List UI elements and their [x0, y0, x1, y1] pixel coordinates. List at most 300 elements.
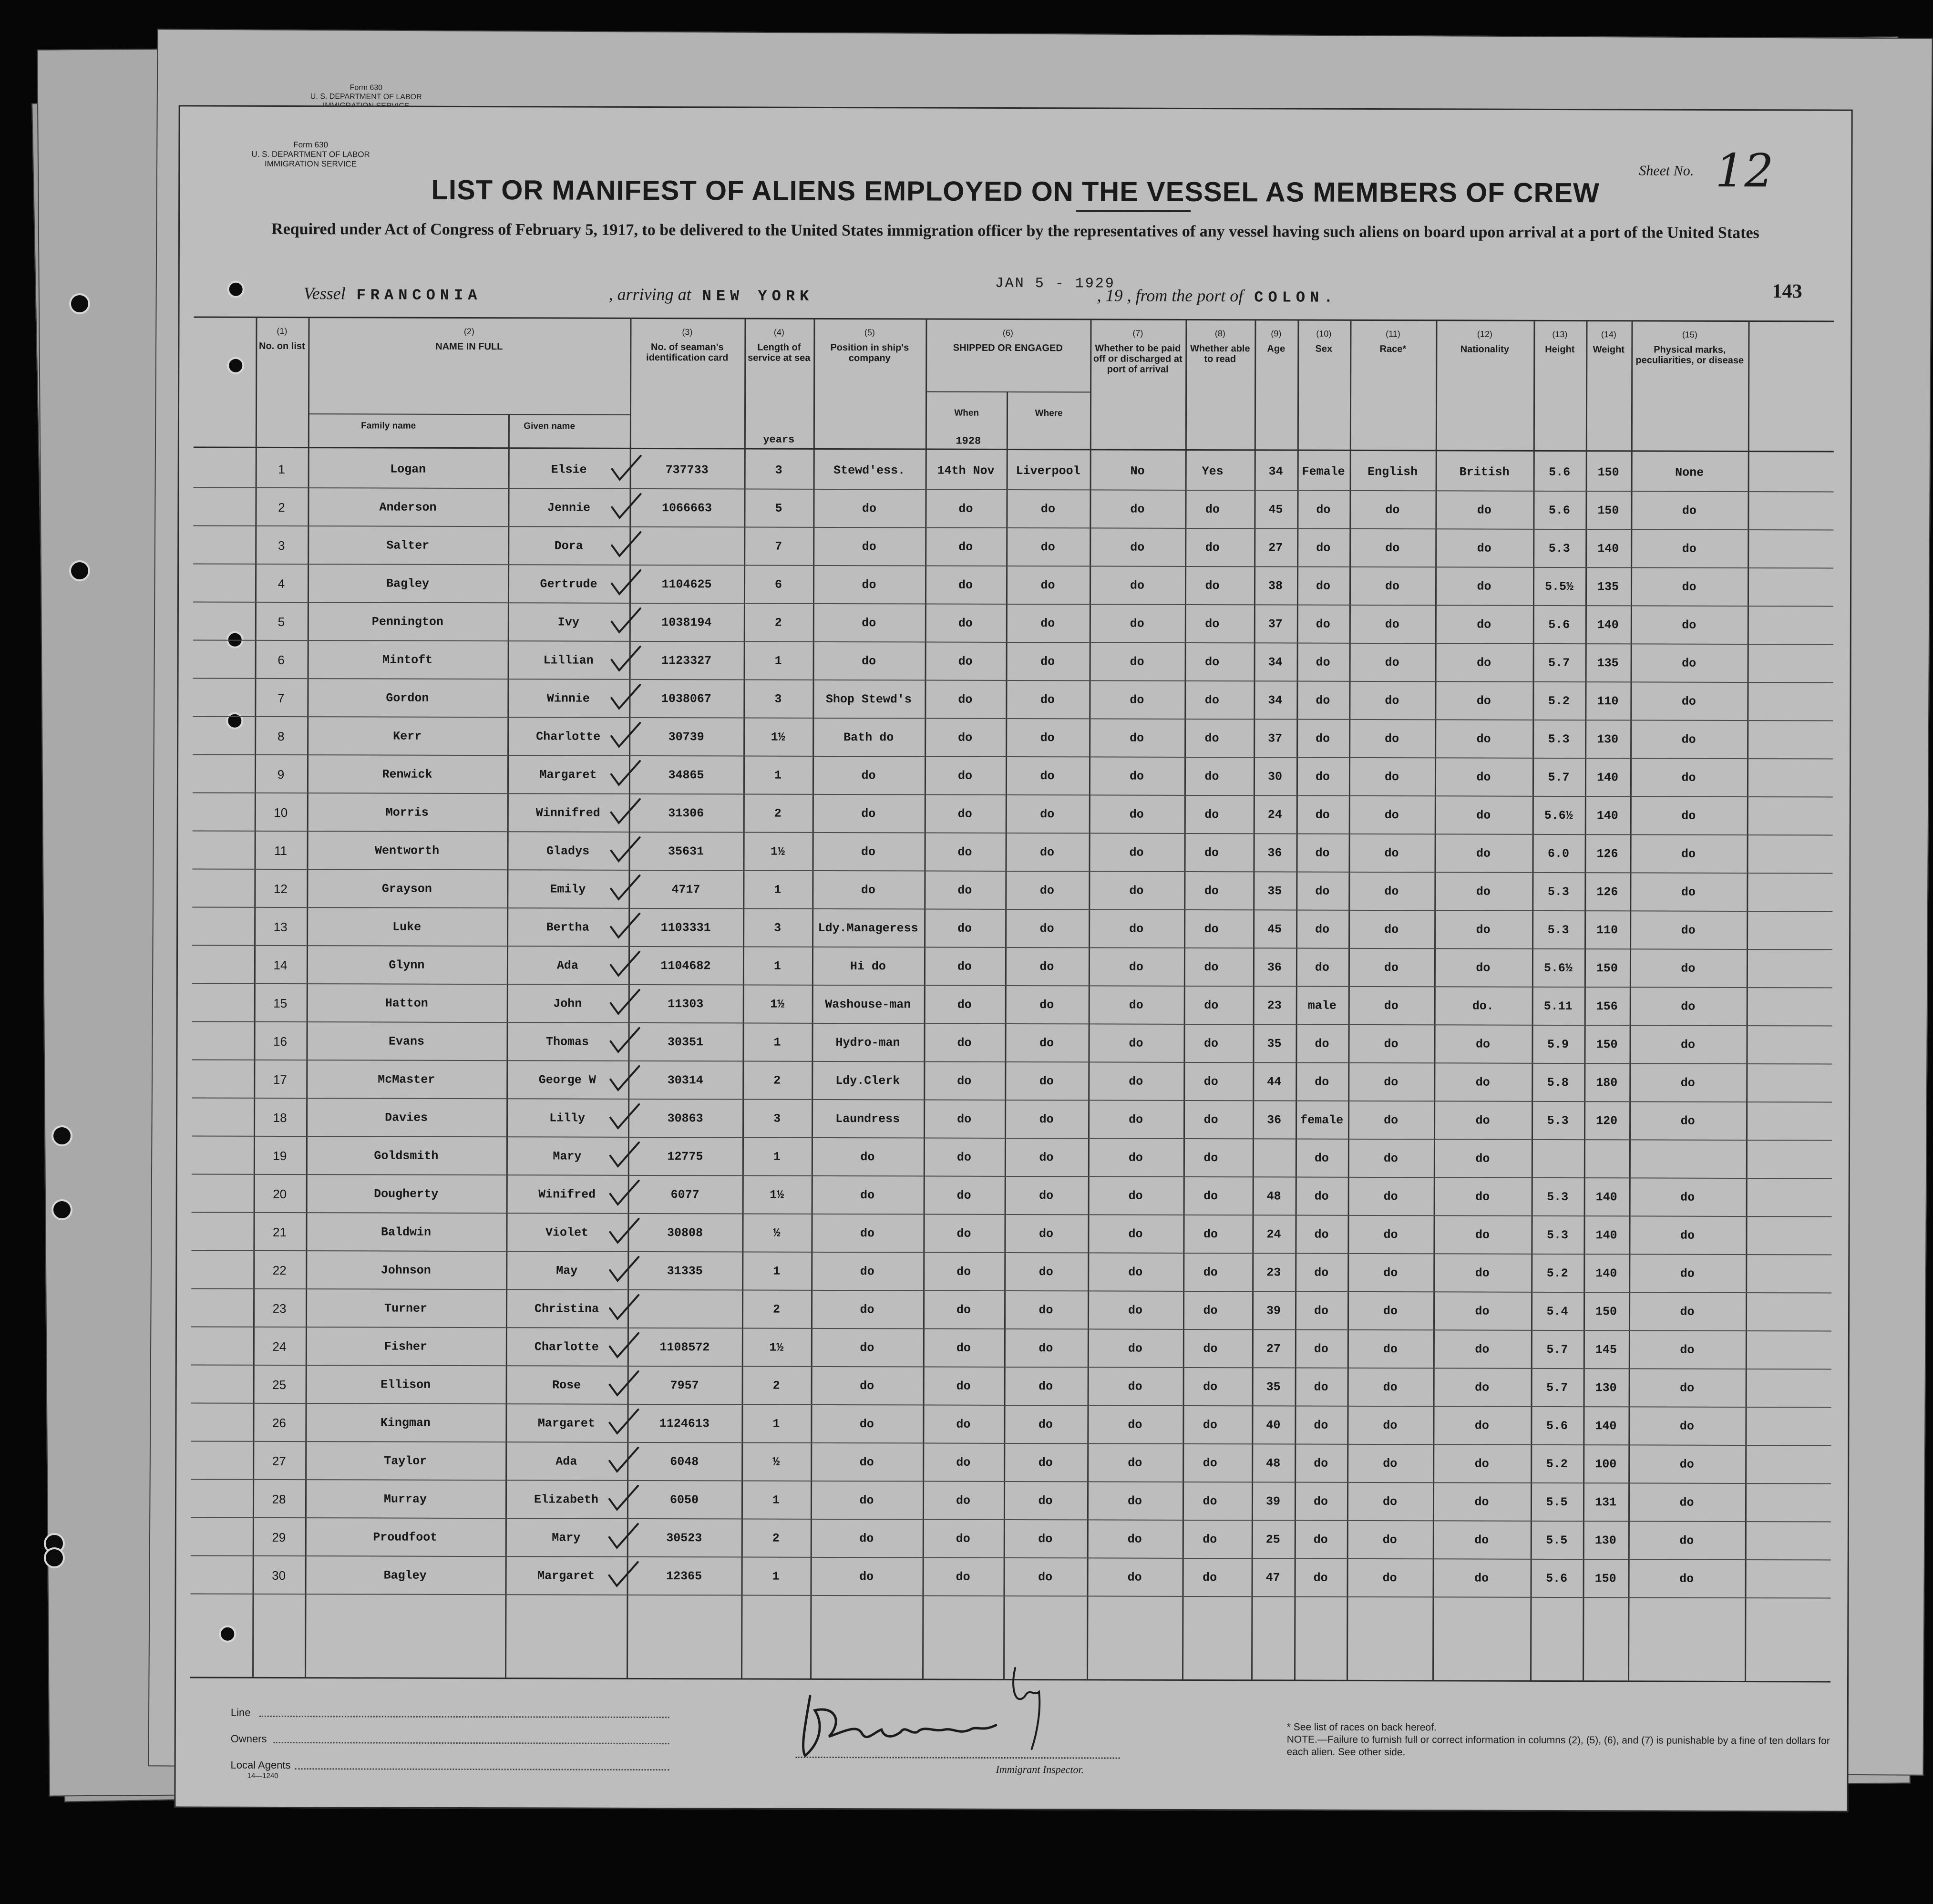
column-header: (10) Sex: [1315, 329, 1333, 354]
cell-card: 31335: [667, 1264, 703, 1278]
cell-height: 5.7: [1546, 1342, 1568, 1357]
cell-marks: do: [1681, 732, 1696, 747]
cell-age: 24: [1266, 1227, 1281, 1242]
cell-card: 12775: [667, 1150, 703, 1164]
cell-where: do: [1039, 1151, 1054, 1165]
cell-read: do: [1204, 960, 1219, 975]
cell-read: do: [1204, 922, 1219, 937]
cell-position: Stewd'ess.: [833, 463, 905, 478]
cell-nationality: do: [1475, 1342, 1490, 1357]
cell-given: Margaret: [537, 1416, 595, 1431]
cell-where: do: [1040, 807, 1055, 822]
cell-nationality: do: [1474, 1533, 1489, 1547]
cell-paid: do: [1127, 1494, 1142, 1508]
cell-where: do: [1040, 502, 1056, 516]
cell-read: do: [1203, 1380, 1218, 1394]
cell-nationality: do: [1475, 1037, 1491, 1051]
cell-paid: do: [1129, 884, 1144, 898]
cell-position: do: [862, 654, 876, 669]
cell-race: do: [1385, 579, 1400, 594]
cell-height: 5.3: [1547, 885, 1569, 899]
cell-no: 14: [273, 957, 288, 973]
cell-card: 4717: [671, 883, 700, 897]
cell-nationality: do: [1475, 1228, 1490, 1242]
cell-given: Thomas: [545, 1035, 589, 1049]
cell-nationality: do: [1476, 923, 1491, 937]
table-row: [192, 868, 1832, 912]
cell-height: 5.3: [1547, 923, 1569, 937]
cell-height: 5.6: [1546, 1571, 1568, 1586]
cell-position: do: [862, 502, 877, 516]
cell-read: do: [1204, 808, 1219, 822]
cell-read: do: [1203, 1037, 1219, 1051]
cell-race: do: [1383, 1152, 1398, 1166]
cell-when: do: [956, 1303, 971, 1317]
cell-race: English: [1367, 464, 1418, 479]
table-row: [192, 983, 1832, 1026]
cell-age: 38: [1268, 579, 1283, 593]
check-mark-icon: [607, 1178, 642, 1207]
cell-marks: do: [1679, 1495, 1694, 1510]
cell-paid: do: [1129, 998, 1143, 1012]
cell-height: 5.6½: [1543, 961, 1573, 976]
check-mark-icon: [606, 1369, 641, 1398]
cell-given: Winnifred: [535, 806, 600, 820]
cell-paid: do: [1129, 845, 1144, 860]
cell-family: Dougherty: [374, 1187, 439, 1201]
cell-service: ½: [772, 1455, 780, 1469]
cell-position: do: [860, 1226, 875, 1241]
cell-family: Fisher: [384, 1339, 427, 1354]
cell-sex: male: [1307, 998, 1337, 1013]
cell-sex: do: [1313, 1533, 1328, 1547]
cell-marks: do: [1680, 1343, 1695, 1357]
cell-when: do: [957, 845, 972, 859]
cell-read: do: [1205, 541, 1220, 555]
table-row: [192, 1059, 1832, 1102]
cell-age: 44: [1267, 1075, 1282, 1089]
cell-race: do: [1385, 503, 1400, 517]
shipped-year: 1928: [956, 435, 981, 447]
page-title: LIST OR MANIFEST OF ALIENS EMPLOYED ON THE VESSEL AS MEMBERS OF CREW: [431, 174, 1600, 209]
footnote: [1287, 1721, 1835, 1760]
cell-family: Ellison: [380, 1378, 431, 1392]
cell-race: do: [1383, 1457, 1398, 1471]
cell-marks: do: [1679, 1457, 1694, 1472]
cell-marks: do: [1682, 656, 1697, 670]
cell-when: do: [958, 578, 973, 592]
sheet-label: Sheet No.: [1639, 163, 1694, 179]
voyage-line: [304, 283, 1636, 307]
cell-nationality: do: [1476, 808, 1491, 823]
cell-age: 36: [1267, 1113, 1282, 1127]
cell-weight: 131: [1594, 1495, 1617, 1510]
cell-no: 20: [273, 1186, 287, 1202]
cell-card: 737733: [665, 463, 709, 477]
cell-no: 5: [278, 614, 285, 629]
cell-height: 5.6½: [1544, 808, 1573, 823]
table-row: [191, 1517, 1831, 1560]
cell-where: do: [1038, 1379, 1053, 1394]
check-mark-icon: [607, 1025, 642, 1055]
check-mark-icon: [607, 1101, 642, 1131]
cell-given: Margaret: [537, 1569, 595, 1583]
arriving-port: NEW YORK: [702, 287, 814, 305]
cell-read: do: [1203, 1189, 1218, 1204]
cell-given: Rose: [552, 1378, 581, 1392]
cell-read: do: [1203, 1075, 1218, 1089]
cell-when: do: [957, 1112, 972, 1126]
cell-age: 27: [1266, 1342, 1281, 1356]
cell-position: do: [860, 1379, 874, 1393]
cell-marks: do: [1680, 1381, 1695, 1395]
cell-no: 19: [273, 1148, 287, 1163]
cell-weight: [1584, 1145, 1629, 1173]
cell-card: 30523: [666, 1531, 702, 1545]
cell-when: do: [956, 1150, 971, 1164]
year-label: , 19: [1097, 286, 1123, 305]
cell-position: Shop Stewd's: [825, 692, 912, 707]
cell-no: 26: [272, 1415, 286, 1431]
table-row: [193, 678, 1833, 721]
cell-nationality: do: [1476, 732, 1491, 746]
vessel-label: Vessel: [303, 284, 346, 303]
table-row: [192, 1135, 1832, 1179]
table-row: [192, 1173, 1832, 1217]
cell-age: 45: [1267, 922, 1282, 937]
table-row: [191, 1250, 1831, 1293]
column-header: (12) Nationality: [1460, 329, 1510, 355]
cell-service: 2: [773, 1302, 781, 1317]
cell-where: do: [1039, 884, 1054, 898]
cell-weight: 135: [1597, 580, 1619, 594]
check-mark-icon: [608, 453, 644, 483]
cell-card: 30739: [668, 730, 704, 744]
check-mark-icon: [606, 1483, 641, 1513]
binder-hole: [69, 293, 90, 314]
cell-sex: do: [1316, 693, 1330, 708]
cell-position: do: [859, 1417, 874, 1431]
cell-no: 29: [272, 1530, 286, 1545]
cell-sex: female: [1300, 1113, 1344, 1127]
cell-where: do: [1040, 578, 1055, 593]
penalty-note: NOTE.—Failure to furnish full or correct information in columns (2), (5), (6), and (7) is punishable by a fine of ten dollars for each alien. See other side.: [1286, 1734, 1830, 1758]
arrival-date-stamp: JAN 5 - 1929: [995, 275, 1115, 292]
cell-no: 11: [274, 843, 288, 858]
cell-sex: do: [1314, 1304, 1329, 1318]
cell-marks: do: [1680, 1190, 1695, 1204]
form-code: 14—1240: [247, 1771, 278, 1780]
cell-card: 6048: [670, 1455, 699, 1469]
cell-read: do: [1204, 846, 1219, 860]
cell-service: 7: [775, 539, 782, 554]
cell-marks: None: [1675, 465, 1704, 480]
cell-race: do: [1383, 1304, 1398, 1318]
cell-no: 25: [272, 1377, 287, 1392]
binder-hole: [227, 281, 245, 298]
cell-nationality: do: [1475, 1190, 1490, 1204]
column-header: (15) Physical marks, peculiarities, or disease: [1635, 329, 1744, 366]
cell-height: [1532, 1145, 1584, 1173]
cell-position: do: [862, 540, 876, 554]
check-mark-icon: [607, 834, 643, 864]
cell-family: McMaster: [378, 1072, 435, 1087]
binder-hole: [69, 560, 90, 581]
cell-paid: do: [1129, 960, 1143, 974]
cell-when: do: [957, 1074, 972, 1088]
table-row: [191, 1288, 1831, 1331]
column-header: (5) Position in ship's company: [830, 328, 909, 364]
cell-height: 5.7: [1546, 1380, 1568, 1395]
cell-no: 2: [278, 500, 285, 515]
cell-no: 1: [278, 462, 285, 476]
cell-marks: do: [1680, 1228, 1695, 1243]
cell-race: do: [1384, 1037, 1398, 1051]
cell-given: Ada: [556, 958, 578, 973]
cell-family: Grayson: [381, 882, 432, 896]
cell-no: 24: [272, 1339, 287, 1354]
cell-read: do: [1203, 1266, 1218, 1280]
check-mark-icon: [606, 1445, 641, 1474]
cell-no: 6: [278, 652, 285, 667]
cell-given: Christina: [535, 1302, 599, 1316]
cell-marks: do: [1682, 504, 1697, 518]
cell-where: do: [1038, 1456, 1053, 1470]
cell-race: do: [1385, 618, 1399, 632]
cell-family: Gordon: [386, 691, 429, 705]
cell-no: 4: [278, 576, 285, 591]
cell-age: 40: [1266, 1418, 1281, 1432]
cell-marks: [1629, 1145, 1746, 1174]
cell-given: John: [553, 997, 582, 1011]
check-mark-icon: [606, 1407, 641, 1436]
cell-position: Washouse-man: [825, 997, 911, 1012]
column-subheader: When: [954, 408, 979, 418]
cell-sex: do: [1316, 617, 1330, 631]
cell-card: 1104682: [660, 959, 711, 973]
cell-card: 1038194: [661, 616, 712, 630]
cell-service: 1: [773, 1035, 781, 1050]
cell-given: Mary: [553, 1149, 582, 1163]
cell-age: 39: [1266, 1304, 1281, 1318]
cell-age: 25: [1265, 1533, 1280, 1547]
cell-when: do: [956, 1455, 971, 1470]
cell-marks: do: [1679, 1533, 1694, 1548]
cell-marks: do: [1680, 1305, 1695, 1319]
cell-read: Yes: [1202, 464, 1224, 479]
cell-race: do: [1382, 1495, 1398, 1509]
cell-card: 30314: [667, 1073, 703, 1088]
cell-marks: do: [1682, 618, 1697, 632]
cell-paid: do: [1128, 1265, 1143, 1279]
cell-service: 1½: [770, 997, 785, 1011]
cell-read: do: [1203, 1304, 1218, 1318]
cell-paid: do: [1130, 578, 1145, 593]
cell-sex: do: [1315, 1075, 1329, 1089]
cell-race: do: [1385, 732, 1399, 746]
cell-height: 5.3: [1548, 732, 1570, 747]
cell-age: 30: [1267, 770, 1283, 784]
cell-card: 1066663: [661, 501, 712, 515]
title-underline: [1076, 210, 1191, 212]
cell-nationality: do: [1477, 618, 1491, 632]
cell-height: 5.3: [1546, 1228, 1569, 1243]
cell-paid: do: [1128, 1151, 1143, 1165]
cell-race: do: [1384, 1113, 1398, 1128]
cell-weight: 120: [1596, 1114, 1618, 1128]
cell-weight: 150: [1594, 1572, 1616, 1586]
cell-race: do: [1384, 923, 1399, 937]
cell-race: do: [1384, 885, 1399, 899]
cell-when: do: [957, 807, 972, 821]
cell-given: Emily: [550, 882, 586, 896]
cell-service: 6: [774, 577, 782, 592]
cell-read: do: [1204, 998, 1219, 1013]
cell-when: do: [956, 1493, 971, 1508]
cell-when: do: [956, 1532, 970, 1546]
cell-sex: do: [1313, 1571, 1328, 1585]
cell-when: do: [958, 540, 973, 554]
cell-card: 1103331: [660, 921, 711, 935]
cell-weight: 140: [1596, 809, 1618, 823]
cell-position: do: [861, 883, 875, 897]
cell-read: do: [1203, 1418, 1217, 1432]
cell-position: do: [860, 1303, 874, 1317]
cell-position: do: [862, 616, 876, 630]
cell-weight: 100: [1595, 1457, 1617, 1472]
cell-height: 5.2: [1546, 1266, 1568, 1281]
cell-nationality: do: [1476, 846, 1491, 861]
cell-nationality: do: [1474, 1457, 1489, 1471]
cell-age: 24: [1267, 808, 1282, 822]
owners-label: Owners: [230, 1732, 267, 1745]
from-port: COLON.: [1254, 288, 1338, 307]
cell-where: do: [1038, 1265, 1053, 1279]
cell-height: 5.6: [1549, 465, 1571, 480]
cell-race: do: [1384, 1075, 1398, 1090]
cell-paid: do: [1128, 1456, 1142, 1470]
cell-when: do: [957, 959, 972, 974]
cell-when: do: [958, 654, 973, 669]
cell-weight: 130: [1597, 732, 1619, 747]
table-row: [194, 449, 1834, 492]
cell-height: 5.3: [1547, 1190, 1569, 1204]
cell-position: do: [860, 1341, 874, 1355]
cell-where: do: [1038, 1341, 1053, 1356]
cell-marks: do: [1680, 1076, 1695, 1090]
cell-nationality: do: [1477, 541, 1491, 556]
cell-paid: do: [1128, 1341, 1142, 1356]
cell-position: Ldy.Manageress: [818, 921, 918, 936]
cell-where: do: [1039, 1074, 1054, 1089]
cell-where: do: [1039, 1189, 1054, 1203]
cell-service: 1: [773, 959, 781, 973]
back-form-header: Form 630 U. S. DEPARTMENT OF LABOR: [310, 83, 422, 102]
cell-paid: do: [1128, 1303, 1143, 1317]
cell-weight: 135: [1597, 656, 1619, 670]
cell-paid: do: [1130, 731, 1144, 745]
cell-read: do: [1205, 655, 1220, 669]
cell-height: 5.8: [1547, 1075, 1569, 1090]
cell-position: do: [860, 1188, 875, 1203]
cell-service: 1: [772, 1493, 780, 1507]
cell-height: 6.0: [1548, 846, 1570, 861]
cell-paid: do: [1129, 769, 1144, 783]
cell-read: do: [1205, 579, 1220, 593]
table-row: [191, 1555, 1831, 1598]
line-label: Line: [230, 1706, 251, 1719]
cell-service: 1: [772, 1569, 780, 1584]
table-row: [193, 563, 1833, 607]
cell-given: Elsie: [551, 463, 587, 477]
cell-when: do: [956, 1341, 971, 1355]
cell-card: 35631: [668, 844, 704, 859]
arriving-field: [702, 284, 903, 305]
cell-read: do: [1203, 1113, 1218, 1127]
cell-family: Kingman: [380, 1416, 431, 1430]
cell-paid: do: [1129, 807, 1144, 822]
cell-marks: do: [1681, 999, 1696, 1014]
cell-where: do: [1039, 922, 1054, 936]
cell-age: 34: [1268, 693, 1283, 708]
cell-family: Johnson: [380, 1263, 431, 1277]
cell-marks: do: [1681, 961, 1696, 976]
cell-family: Evans: [388, 1034, 425, 1049]
cell-no: 30: [272, 1568, 286, 1583]
cell-where: do: [1038, 1494, 1053, 1508]
cell-position: do: [861, 845, 876, 859]
table-row: [191, 1364, 1831, 1408]
cell-read: do: [1204, 884, 1219, 898]
cell-card: [627, 1295, 742, 1324]
arriving-label: , arriving at: [608, 284, 691, 304]
cell-sex: do: [1316, 503, 1331, 517]
cell-race: do: [1385, 541, 1400, 556]
binder-hole: [44, 1547, 65, 1568]
cell-no: 3: [278, 538, 285, 553]
cell-when: do: [957, 1036, 972, 1050]
cell-service: 2: [774, 616, 782, 630]
cell-age: 48: [1266, 1456, 1281, 1471]
cell-position: Bath do: [843, 731, 894, 745]
table-row: [192, 1097, 1832, 1141]
cell-where: do: [1039, 998, 1054, 1012]
cell-sex: do: [1314, 1342, 1328, 1356]
cell-service: 1½: [771, 730, 785, 744]
cell-weight: 110: [1597, 694, 1619, 709]
cell-where: do: [1038, 1303, 1053, 1317]
cell-where: do: [1040, 617, 1055, 631]
cell-paid: do: [1129, 1036, 1143, 1050]
check-mark-icon: [606, 1559, 641, 1589]
cell-sex: do: [1315, 808, 1330, 822]
cell-when: do: [956, 1226, 971, 1241]
cell-given: Mary: [552, 1531, 581, 1545]
cell-position: do: [862, 578, 876, 592]
cell-no: 22: [272, 1263, 287, 1278]
cell-paid: do: [1128, 1227, 1143, 1241]
cell-weight: 126: [1596, 847, 1618, 861]
cell-nationality: do: [1477, 503, 1492, 517]
cell-paid: do: [1127, 1532, 1142, 1546]
cell-age: 37: [1268, 617, 1283, 631]
cell-no: 13: [273, 919, 288, 935]
cell-position: do: [860, 1150, 875, 1164]
cell-given: Dora: [554, 539, 583, 553]
cell-service: 3: [774, 692, 782, 706]
check-mark-icon: [607, 796, 643, 826]
cell-age: 35: [1266, 1380, 1281, 1394]
